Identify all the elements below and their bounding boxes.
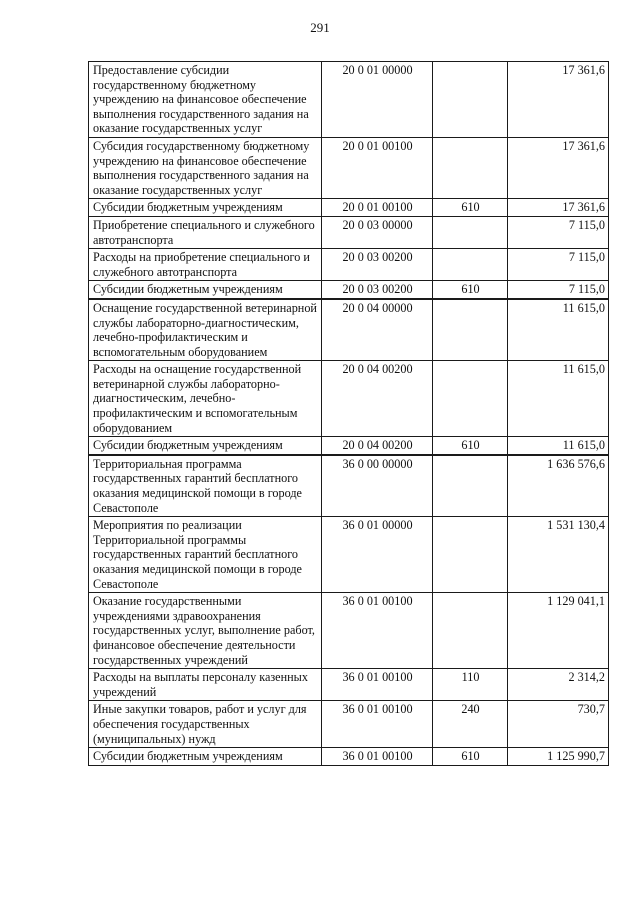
row-code: 20 0 01 00000 xyxy=(322,62,433,138)
row-code: 20 0 03 00200 xyxy=(322,281,433,299)
row-code: 20 0 01 00100 xyxy=(322,137,433,198)
row-name: Расходы на оснащение государственной ветеринарной службы лабораторно-диагностическим, лечебно-профилактическим и вспомогательным оборудованием xyxy=(89,361,322,437)
row-expense-type: 610 xyxy=(433,748,508,766)
row-sum: 7 115,0 xyxy=(508,216,609,248)
table-row xyxy=(89,281,609,299)
row-sum: 11 615,0 xyxy=(508,437,609,455)
row-expense-type xyxy=(433,216,508,248)
row-sum: 7 115,0 xyxy=(508,249,609,281)
row-name: Иные закупки товаров, работ и услуг для обеспечения государственных (муниципальных) нужд xyxy=(89,701,322,748)
row-code: 36 0 01 00100 xyxy=(322,669,433,701)
row-expense-type xyxy=(433,62,508,138)
table-row xyxy=(89,455,609,517)
row-code: 36 0 00 00000 xyxy=(322,455,433,517)
row-sum: 17 361,6 xyxy=(508,137,609,198)
row-expense-type: 610 xyxy=(433,199,508,217)
row-name: Субсидии бюджетным учреждениям xyxy=(89,748,322,766)
row-expense-type: 110 xyxy=(433,669,508,701)
table-row xyxy=(89,249,609,281)
row-expense-type xyxy=(433,361,508,437)
row-code: 36 0 01 00100 xyxy=(322,593,433,669)
row-code: 20 0 04 00200 xyxy=(322,437,433,455)
table-row xyxy=(89,62,609,138)
table-row xyxy=(89,593,609,669)
table-row xyxy=(89,137,609,198)
row-code: 20 0 03 00200 xyxy=(322,249,433,281)
row-expense-type xyxy=(433,299,508,361)
row-sum: 7 115,0 xyxy=(508,281,609,299)
row-expense-type xyxy=(433,517,508,593)
row-expense-type xyxy=(433,455,508,517)
table-row xyxy=(89,199,609,217)
row-name: Оказание государственными учреждениями здравоохранения государственных услуг, выполнение работ, финансовое обеспечение деятельности государственных учреждений xyxy=(89,593,322,669)
row-expense-type: 240 xyxy=(433,701,508,748)
row-sum: 1 125 990,7 xyxy=(508,748,609,766)
row-code: 36 0 01 00100 xyxy=(322,701,433,748)
row-code: 20 0 03 00000 xyxy=(322,216,433,248)
row-code: 20 0 04 00200 xyxy=(322,361,433,437)
row-sum: 17 361,6 xyxy=(508,199,609,217)
row-sum: 11 615,0 xyxy=(508,299,609,361)
page-number: 291 xyxy=(310,20,330,35)
row-name: Приобретение специального и служебного автотранспорта xyxy=(89,216,322,248)
row-name: Территориальная программа государственных гарантий бесплатного оказания медицинской помощи в городе Севастополе xyxy=(89,455,322,517)
row-name: Оснащение государственной ветеринарной службы лабораторно-диагностическим, лечебно-профилактическим и вспомогательным оборудованием xyxy=(89,299,322,361)
row-code: 36 0 01 00000 xyxy=(322,517,433,593)
row-sum: 1 636 576,6 xyxy=(508,455,609,517)
row-sum: 11 615,0 xyxy=(508,361,609,437)
row-name: Субсидии бюджетным учреждениям xyxy=(89,281,322,299)
row-sum: 730,7 xyxy=(508,701,609,748)
row-name: Субсидии бюджетным учреждениям xyxy=(89,199,322,217)
table-row xyxy=(89,517,609,593)
table-row xyxy=(89,669,609,701)
table-row xyxy=(89,361,609,437)
table-row xyxy=(89,299,609,361)
row-expense-type: 610 xyxy=(433,437,508,455)
row-code: 20 0 04 00000 xyxy=(322,299,433,361)
row-name: Субсидии бюджетным учреждениям xyxy=(89,437,322,455)
budget-table xyxy=(88,61,609,766)
row-expense-type xyxy=(433,137,508,198)
table-row xyxy=(89,216,609,248)
row-code: 36 0 01 00100 xyxy=(322,748,433,766)
row-name: Предоставление субсидии государственному бюджетному учреждению на финансовое обеспечение выполнения государственного задания на оказание государственных услуг xyxy=(89,62,322,138)
row-name: Расходы на приобретение специального и служебного автотранспорта xyxy=(89,249,322,281)
row-sum: 2 314,2 xyxy=(508,669,609,701)
row-expense-type xyxy=(433,593,508,669)
row-name: Расходы на выплаты персоналу казенных учреждений xyxy=(89,669,322,701)
row-code: 20 0 01 00100 xyxy=(322,199,433,217)
row-sum: 1 531 130,4 xyxy=(508,517,609,593)
row-expense-type: 610 xyxy=(433,281,508,299)
row-sum: 17 361,6 xyxy=(508,62,609,138)
row-name: Мероприятия по реализации Территориальной программы государственных гарантий бесплатного оказания медицинской помощи в городе Севастополе xyxy=(89,517,322,593)
table-row xyxy=(89,437,609,455)
row-expense-type xyxy=(433,249,508,281)
table-row xyxy=(89,748,609,766)
table-row xyxy=(89,701,609,748)
row-sum: 1 129 041,1 xyxy=(508,593,609,669)
row-name: Субсидия государственному бюджетному учреждению на финансовое обеспечение выполнения государственного задания на оказание государственных услуг xyxy=(89,137,322,198)
